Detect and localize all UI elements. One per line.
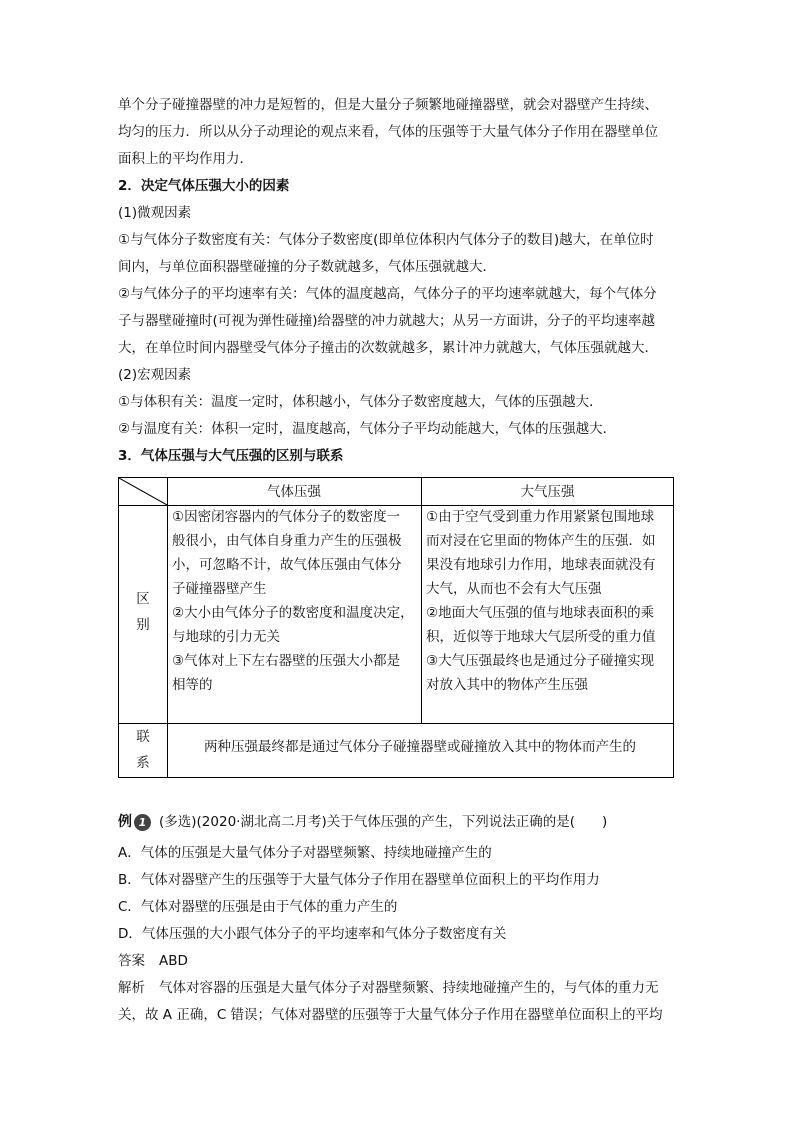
analysis-line-1 (118, 978, 659, 998)
answer-value: ABD (159, 953, 188, 969)
relation-label (120, 724, 166, 776)
relation-cell: 两种压强最终都是通过气体分子碰撞器壁或碰撞放入其中的物体而产生的 (204, 739, 636, 755)
gas-pressure-header: 气体压强 (267, 484, 321, 500)
example-stem-line (118, 812, 607, 832)
atmospheric-pressure-line: 果没有地球引力作用，地球表面就没有 (426, 557, 656, 573)
table-row-divider-2 (119, 723, 673, 724)
gas-pressure-line: ①因密闭容器内的气体分子的数密度一 (172, 509, 401, 525)
gas-pressure-line: ②大小由气体分子的数密度和温度决定， (172, 605, 414, 621)
macro-factor-2: ②与温度有关：体积一定时，温度越高，气体分子平均动能越大，气体的压强越大． (118, 421, 617, 437)
option-a: A．气体的压强是大量气体分子对器壁频繁、持续地碰撞产生的 (118, 845, 492, 861)
answer-line (118, 951, 188, 971)
gas-pressure-line: 相等的 (172, 677, 213, 693)
intro-line-3: 面积上的平均作用力． (118, 151, 253, 167)
analysis-label: 解析 (118, 980, 145, 996)
example-label: 例 (118, 814, 132, 830)
relation-label-char-2: 系 (136, 755, 150, 771)
micro-factor-2-line-1: ②与气体分子的平均速率有关：气体的温度越高，气体分子的平均速率就越大，每个气体分 (118, 286, 657, 302)
gas-pressure-line: 子碰撞器壁产生 (172, 581, 267, 597)
macro-factors-title: (2)宏观因素 (118, 367, 192, 383)
section-2-heading: 2．决定气体压强大小的因素 (118, 178, 290, 194)
example-stem: (多选)(2020·湖北高二月考)关于气体压强的产生，下列说法正确的是( ) (159, 814, 608, 830)
micro-factor-1-line-2: 间内，与单位面积器壁碰撞的分子数就越多，气体压强就越大． (118, 259, 496, 275)
gas-pressure-line: 般很小，由气体自身重力产生的压强极 (172, 533, 402, 549)
table-col-divider-1 (167, 478, 168, 777)
option-b: B．气体对器壁产生的压强等于大量气体分子作用在器壁单位面积上的平均作用力 (118, 872, 600, 888)
comparison-table (118, 477, 674, 778)
table-col-divider-2 (421, 478, 422, 723)
gas-pressure-cell (172, 505, 414, 697)
micro-factors-title: (1)微观因素 (118, 205, 192, 221)
atmospheric-pressure-line: 积，近似等于地球大气层所受的重力值 (426, 629, 656, 645)
analysis-line-2: 关，故 A 正确，C 错误；气体对器壁的压强等于大量气体分子作用在器壁单位面积上的平均 (118, 1007, 663, 1023)
atmospheric-pressure-cell (426, 505, 656, 697)
atmospheric-pressure-line: ③大气压强最终也是通过分子碰撞实现 (426, 653, 655, 669)
gas-pressure-line: 小，可忽略不计，故气体压强由气体分 (172, 557, 402, 573)
header-diagonal (119, 478, 167, 505)
relation-label-char-1: 联 (136, 729, 150, 745)
atmospheric-pressure-line: 大气，从而也不会有大气压强 (426, 581, 602, 597)
micro-factor-1-line-1: ①与气体分子数密度有关：气体分子数密度(即单位体积内气体分子的数目)越大，在单位时 (118, 232, 654, 248)
intro-line-2: 均匀的压力．所以从分子动理论的观点来看，气体的压强等于大量气体分子作用在器壁单位 (118, 124, 658, 140)
option-d: D．气体压强的大小跟气体分子的平均速率和气体分子数密度有关 (118, 926, 507, 942)
difference-label-char-1: 区 (136, 591, 150, 607)
section-3-heading: 3．气体压强与大气压强的区别与联系 (118, 448, 344, 464)
gas-pressure-line: 与地球的引力无关 (172, 629, 280, 645)
gas-pressure-line: ③气体对上下左右器壁的压强大小都是 (172, 653, 401, 669)
difference-label (120, 586, 166, 638)
atmospheric-pressure-line: 对放入其中的物体产生压强 (426, 677, 588, 693)
atmospheric-pressure-header: 大气压强 (520, 484, 575, 500)
intro-line-1: 单个分子碰撞器壁的冲力是短暂的，但是大量分子频繁地碰撞器壁，就会对器壁产生持续、 (118, 97, 658, 113)
answer-label: 答案 (118, 953, 145, 969)
analysis-text-1: 气体对容器的压强是大量气体分子对器壁频繁、持续地碰撞产生的，与气体的重力无 (159, 980, 659, 996)
macro-factor-1: ①与体积有关：温度一定时，体积越小，气体分子数密度越大，气体的压强越大． (118, 394, 603, 410)
option-c: C．气体对器壁的压强是由于气体的重力产生的 (118, 899, 398, 915)
micro-factor-2-line-2: 子与器壁碰撞时(可视为弹性碰撞)给器壁的冲力就越大；从另一方面讲，分子的平均速率越 (118, 313, 656, 329)
atmospheric-pressure-line: ②地面大气压强的值与地球表面积的乘 (426, 605, 655, 621)
difference-label-char-2: 别 (136, 617, 150, 633)
example-number-badge: 1 (134, 814, 151, 831)
atmospheric-pressure-line: 而对浸在它里面的物体产生的压强．如 (426, 533, 656, 549)
micro-factor-2-line-3: 大，在单位时间内器壁受气体分子撞击的次数就越多，累计冲力就越大，气体压强就越大． (118, 340, 658, 356)
atmospheric-pressure-line: ①由于空气受到重力作用紧紧包围地球 (426, 509, 655, 525)
